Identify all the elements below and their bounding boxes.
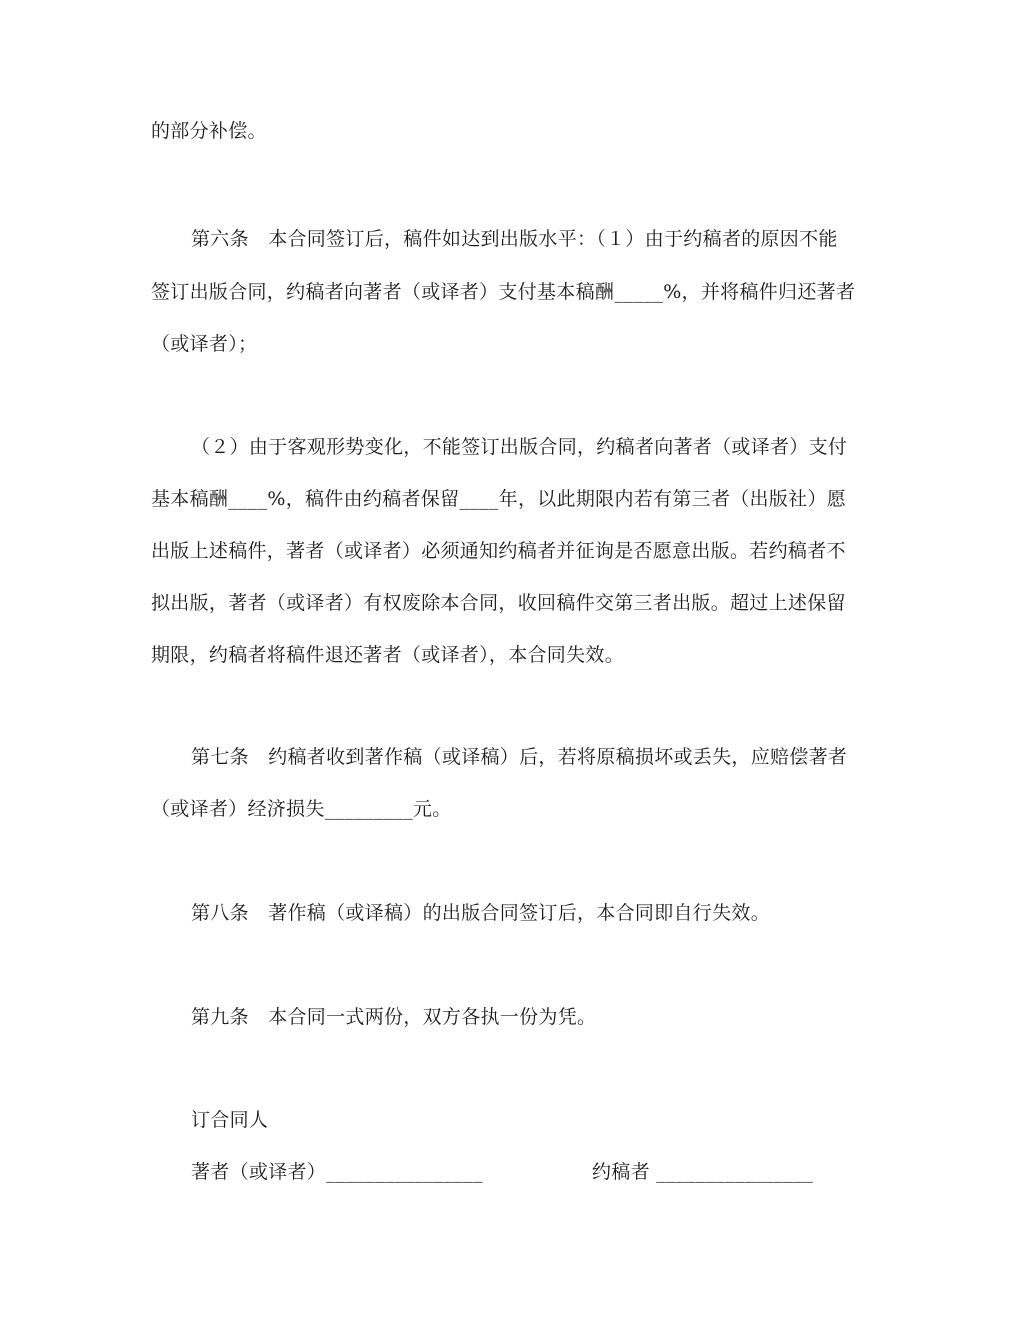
article-6-line-1: 第六条 本合同签订后，稿件如达到出版水平：（１）由于约稿者的原因不能 (191, 228, 838, 250)
article-6-clause-2-line-5: 期限，约稿者将稿件退还著者（或译者），本合同失效。 (151, 644, 625, 666)
article-9: 第九条 本合同一式两份，双方各执一份为凭。 (191, 1006, 597, 1028)
paragraph-5-end: 的部分补偿。 (151, 120, 267, 142)
article-6-clause-2-line-3: 出版上述稿件，著者（或译者）必须通知约稿者并征询是否愿意出版。若约稿者不 (151, 540, 846, 562)
article-6-clause-2-line-1: （２）由于客观形势变化，不能签订出版合同，约稿者向著者（或译者）支付 (191, 436, 848, 458)
article-7-line-1: 第七条 约稿者收到著作稿（或译稿）后，若将原稿损坏或丢失，应赔偿著者 (191, 746, 848, 768)
article-6-clause-2-line-2: 基本稿酬____%，稿件由约稿者保留____年，以此期限内若有第三者（出版社）愿 (151, 488, 847, 510)
article-6-line-2: 签订出版合同，约稿者向著者（或译者）支付基本稿酬_____%，并将稿件归还著者 (151, 281, 856, 303)
article-6-line-3: （或译者）； (151, 333, 258, 355)
article-8: 第八条 著作稿（或译稿）的出版合同签订后，本合同即自行失效。 (191, 902, 771, 924)
commissioner-signature-line: 约稿者 ________________ (592, 1161, 814, 1183)
signatories-heading: 订合同人 (191, 1109, 269, 1131)
article-7-line-2: （或译者）经济损失_________元。 (151, 798, 452, 820)
author-signature-line: 著者（或译者）________________ (191, 1161, 483, 1183)
article-6-clause-2-line-4: 拟出版，著者（或译者）有权废除本合同，收回稿件交第三者出版。超过上述保留 (151, 592, 846, 614)
